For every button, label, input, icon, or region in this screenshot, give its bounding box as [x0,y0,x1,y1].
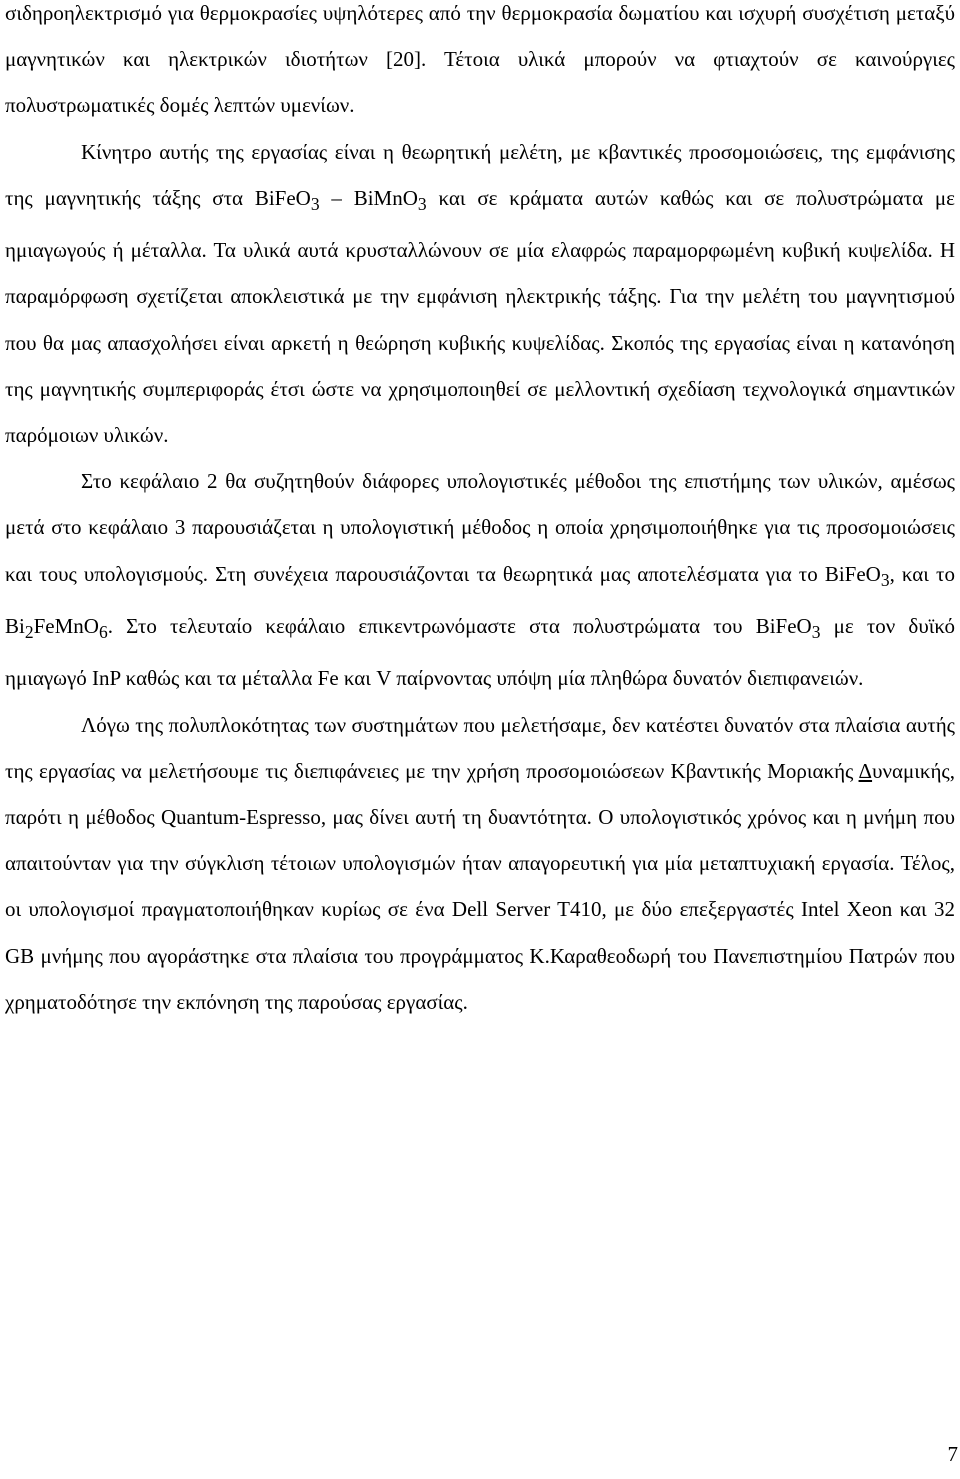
subscript-3: 3 [310,194,320,214]
underlined-letter: Δ [858,758,873,783]
paragraph-4-text-a: Λόγω της πολυπλοκότητας των συστημάτων που μελετήσαμε, δεν κατέστει δυνατόν στα πλαίσια αυτής της εργασίας να μελετήσουμε τις διεπιφάνειες με την χρήση προσομοιώσεων Κβαντικής Μοριακής [5,712,955,783]
subscript-3: 3 [417,194,427,214]
paragraph-2-text-a: Κίνητρο αυτής της εργασίας είναι η θεωρητική μελέτη, με κβαντικές προσομοιώσεις, της εμφάνισης της μαγνητικής τάξης στα BiFeO [5,139,955,210]
paragraph-2 [5,129,955,459]
paragraph-3-text-b: , και το Bi [5,561,955,639]
paragraph-2-text-b: – BiMnO [319,185,418,210]
page-number: 7 [947,1442,958,1466]
document-page [5,0,955,1025]
paragraph-2-text-c: και σε κράματα αυτών καθώς και σε πολυστρώματα με ημιαγωγούς ή μέταλλα. Τα υλικά αυτά κρυσταλλώνουν σε μία ελαφρώς παραμορφωμένη κυβική κυψελίδα. Η παραμόρφωση σχετίζεται αποκλειστικά με την εμφάνιση ηλεκτρικής τάξης. Για την μελέτη του μαγνητισμού που θα μας απασχολήσει είναι αρκετή η θεώρηση κυβικής κυψελίδας. Σκοπός της εργασίας είναι η κατανόηση της μαγνητικής συμπεριφοράς έτσι ώστε να χρησιμοποιηθεί σε μελλοντική σχεδίαση τεχνολογικά σημαντικών παρόμοιων υλικών. [5,185,955,448]
paragraph-1 [5,0,955,129]
paragraph-3-text-a: Στο κεφάλαιο 2 θα συζητηθούν διάφορες υπολογιστικές μέθοδοι της επιστήμης των υλικών, αμέσως μετά στο κεφάλαιο 3 παρουσιάζεται η υπολογιστική μέθοδος η οποία χρησιμοποιήθηκε για τις προσομοιώσεις και τους υπολογισμούς. Στη συνέχεια παρουσιάζονται τα θεωρητικά μας αποτελέσματα για το BiFeO [5,469,955,586]
subscript-3: 3 [811,622,821,643]
subscript-6: 6 [98,622,108,643]
paragraph-1-text: σιδηροηλεκτρισμό για θερμοκρασίες υψηλότερες από την θερμοκρασία δωματίου και ισχυρή συσχέτιση μεταξύ μαγνητικών και ηλεκτρικών ιδιοτήτων [20]. Τέτοια υλικά μπορούν να φτιαχτούν σε καινούργιες πολυστρωματικές δομές λεπτών υμενίων. [5,1,955,118]
subscript-3: 3 [880,569,890,590]
paragraph-3 [5,458,955,701]
paragraph-3-text-c: FeMnO [33,614,99,639]
paragraph-4 [5,702,955,1025]
paragraph-3-text-d: . Στο τελευταίο κεφάλαιο επικεντρωνόμαστε στα πολυστρώματα του BiFeO [107,614,812,639]
paragraph-4-text-b: υναμικής, παρότι η μέθοδος Quantum-Espresso, μας δίνει αυτή τη δυαντότητα. Ο υπολογιστικός χρόνος και η μνήμη που απαιτούνταν για την σύγκλιση τέτοιων υπολογισμών ήταν απαγορευτική για μία μεταπτυχιακή εργασία. Τέλος, οι υπολογισμοί πραγματοποιήθηκαν κυρίως σε ένα Dell Server T410, με δύο επεξεργαστές Intel Xeon και 32 GB μνήμης που αγοράστηκε στα πλαίσια του προγράμματος Κ.Καραθεοδωρή του Πανεπιστημίου Πατρών που χρηματοδότησε την εκπόνηση της παρούσας εργασίας. [5,758,955,1014]
subscript-2: 2 [24,622,34,643]
paragraph-3-text-e: με τον δυϊκό ημιαγωγό InP καθώς και τα μέταλλα Fe και V παίρνοντας υπόψη μία πληθώρα δυνατόν διεπιφανειών. [5,614,955,691]
